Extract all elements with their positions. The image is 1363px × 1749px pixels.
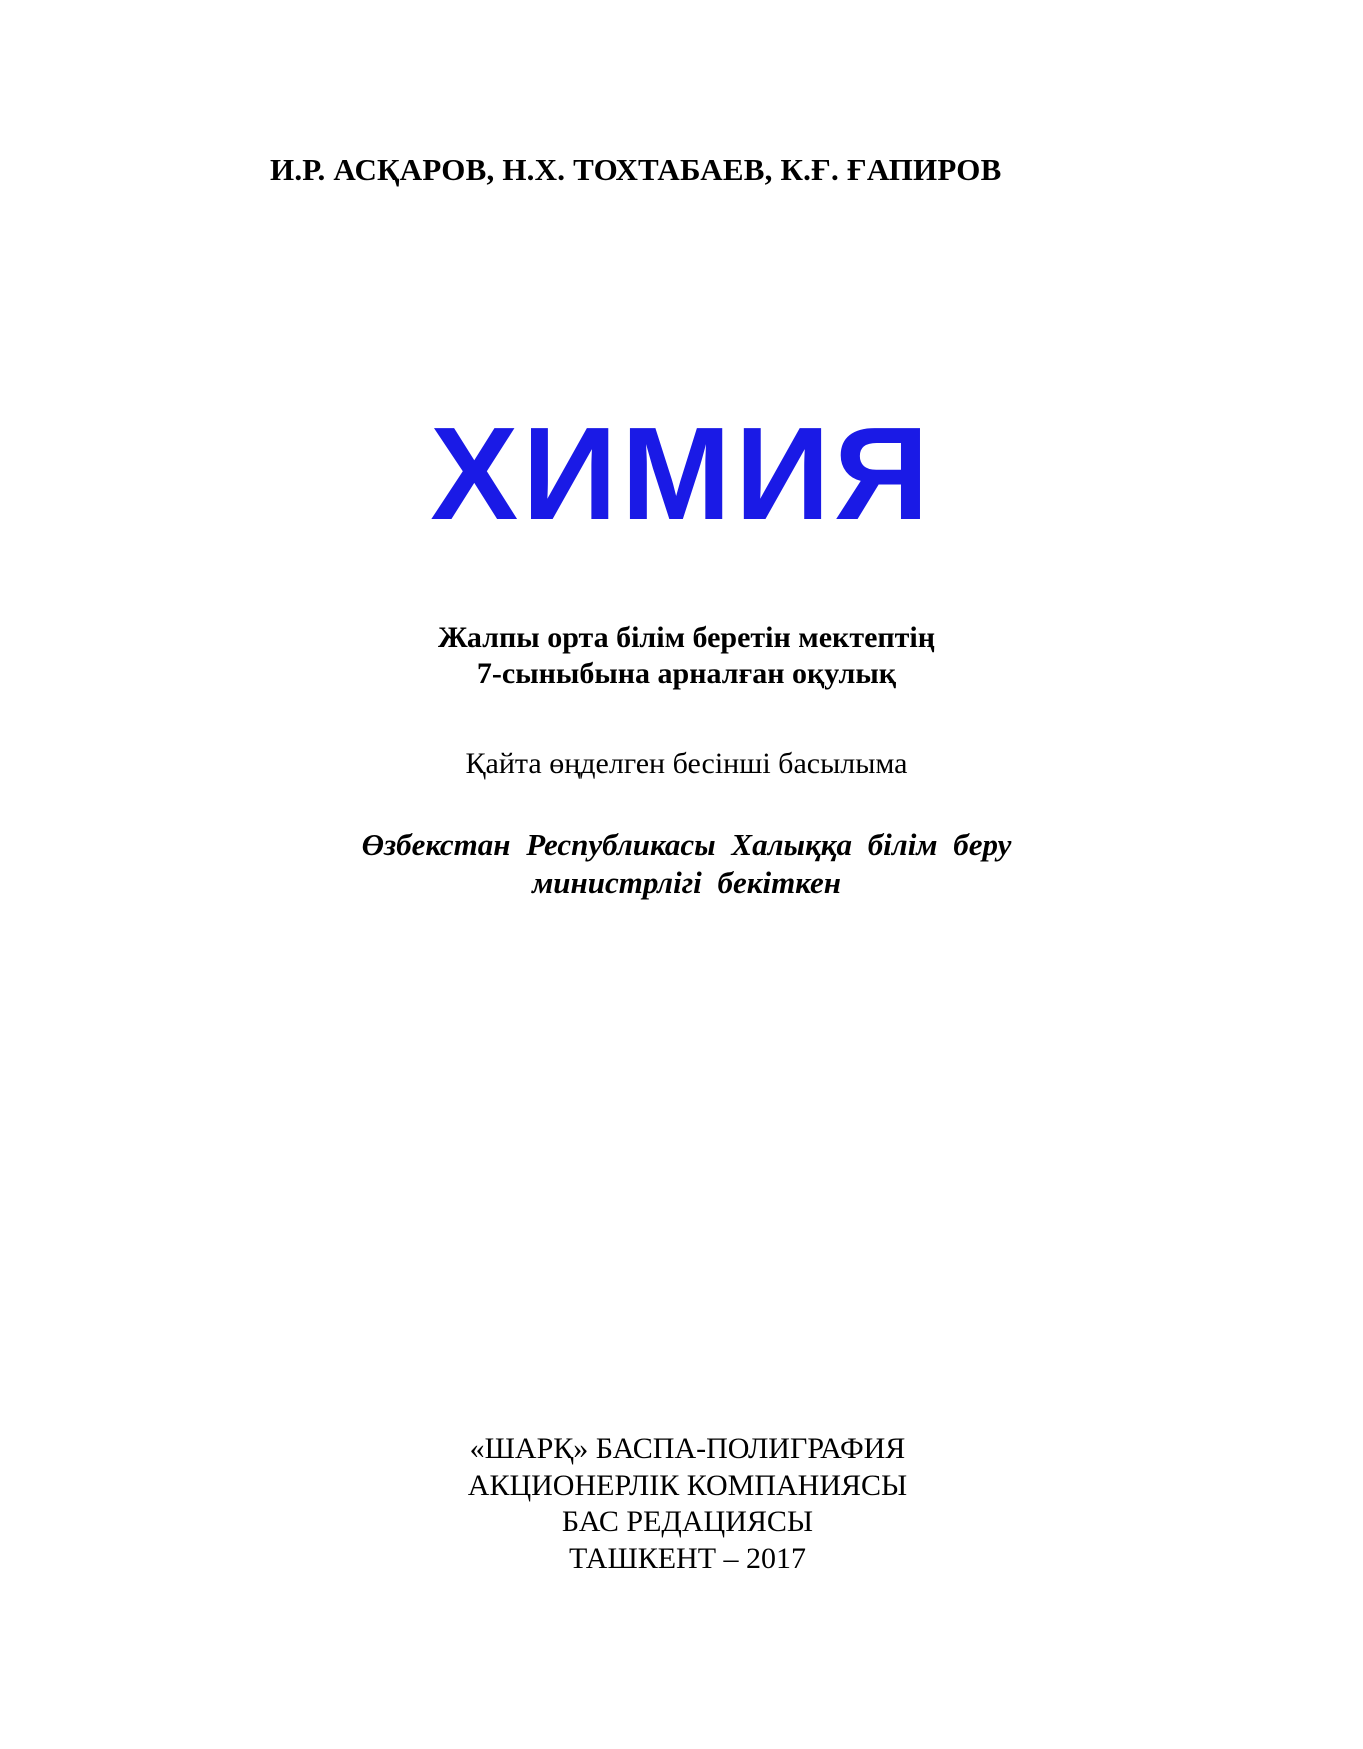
publisher-line-2: АКЦИОНЕРЛІК КОМПАНИЯСЫ	[467, 1468, 908, 1502]
publisher-imprint	[0, 1431, 1363, 1577]
book-authors: И.Р. АСҚАРОВ, Н.Х. ТОХТАБАЕВ, К.Ғ. ҒАПИРОВ	[270, 152, 1002, 187]
edition-note: Қайта өңделген бесінші басылыма	[465, 747, 908, 780]
approval-line-2: министрлігі бекіткен	[532, 864, 841, 900]
subtitle-line-1: Жалпы орта білім беретін мектептің	[437, 621, 936, 654]
publisher-line-4: ТАШКЕНТ – 2017	[568, 1541, 807, 1575]
approval-line-1: Өзбекстан Республикасы Халыққа білім беру	[361, 827, 1012, 862]
book-title: ХИМИЯ	[430, 400, 933, 547]
book-subtitle	[0, 620, 1363, 692]
publisher-line-3: БАС РЕДАЦИЯСЫ	[561, 1505, 814, 1539]
approval-statement	[0, 826, 1363, 902]
subtitle-line-2: 7-сыныбына арналған оқулық	[476, 657, 897, 690]
publisher-line-1: «ШАРҚ» БАСПА-ПОЛИГРАФИЯ	[469, 1432, 906, 1465]
